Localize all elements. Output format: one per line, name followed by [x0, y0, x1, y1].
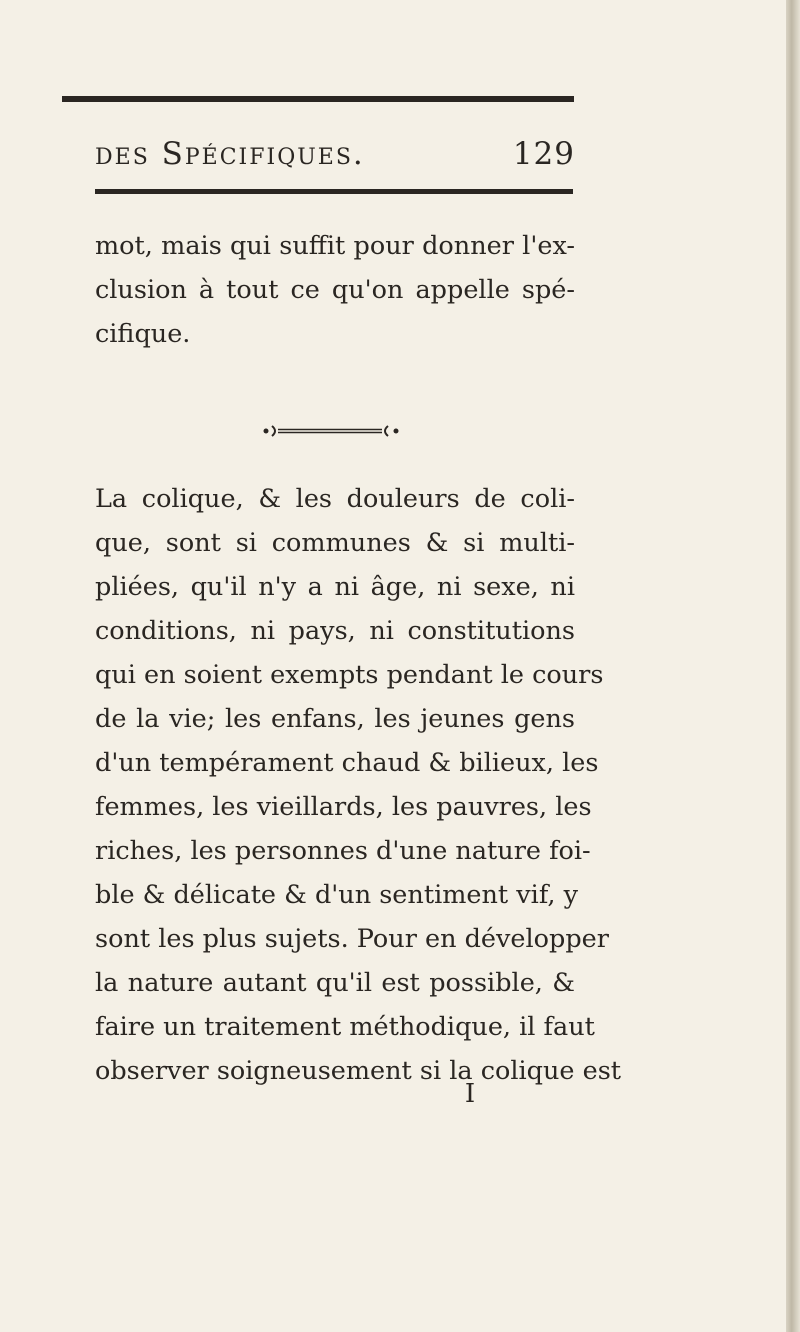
signature-mark: I: [464, 1079, 476, 1109]
paragraph-2: [95, 477, 622, 1093]
text-line: cifique.: [95, 319, 191, 349]
text-line: de la vie; les enfans, les jeunes gens: [95, 704, 575, 734]
text-line: conditions, ni pays, ni constitutions: [95, 616, 575, 646]
running-title: des Spécifiques.: [95, 136, 365, 172]
text-line: faire un traitement méthodique, il faut: [95, 1012, 595, 1042]
separator-ornament: [262, 424, 402, 438]
text-line: sont les plus sujets. Pour en développer: [95, 924, 609, 954]
paragraph-1: [95, 224, 575, 356]
top-rule: [62, 96, 574, 102]
text-line: que, sont si communes & si multi-: [95, 528, 575, 558]
text-line: observer soigneusement si la colique est: [95, 1056, 622, 1086]
header-rule: [95, 189, 573, 194]
text-line: qui en soient exempts pendant le cours: [95, 660, 604, 690]
text-line: clusion à tout ce qu'on appelle spé-: [95, 275, 575, 305]
text-line: mot, mais qui suffit pour donner l'ex-: [95, 231, 575, 261]
text-line: la nature autant qu'il est possible, &: [95, 968, 575, 998]
text-line: d'un tempérament chaud & bilieux, les: [95, 748, 599, 778]
running-header: [95, 136, 575, 180]
page-edge: [786, 0, 800, 1332]
text-line: La colique, & les douleurs de coli-: [95, 484, 575, 514]
text-line: pliées, qu'il n'y a ni âge, ni sexe, ni: [95, 572, 575, 602]
text-line: riches, les personnes d'une nature foi-: [95, 836, 591, 866]
page-number: 129: [512, 136, 575, 172]
text-line: ble & délicate & d'un sentiment vif, y: [95, 880, 578, 910]
text-line: femmes, les vieillards, les pauvres, les: [95, 792, 592, 822]
